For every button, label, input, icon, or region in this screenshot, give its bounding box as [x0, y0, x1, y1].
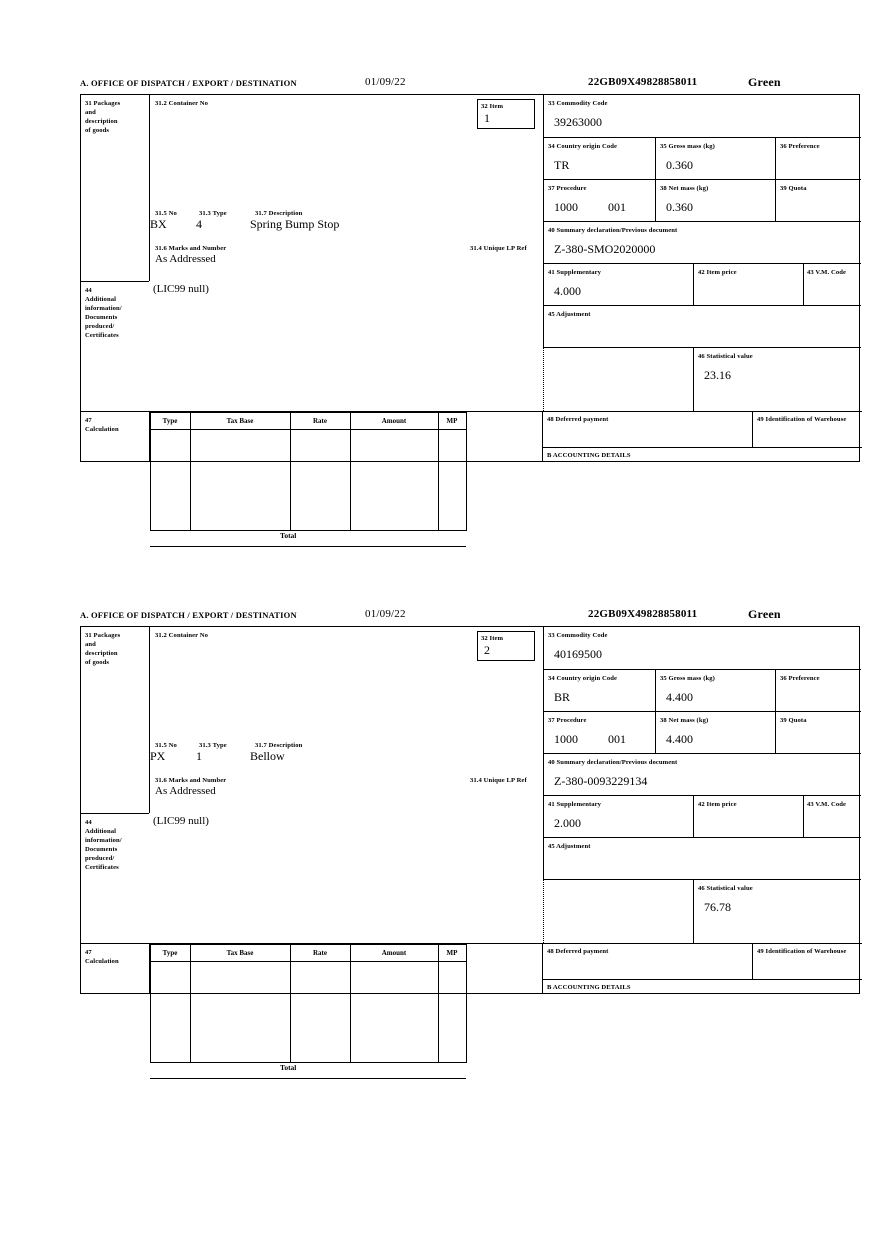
- statistical-value-dotted-divider: [543, 347, 544, 411]
- box-31-2-container-label: 31.2 Container No: [155, 632, 209, 639]
- box-45-label: 45 Adjustment: [548, 843, 591, 850]
- calc-header-mp: MP: [438, 944, 466, 962]
- box-45-adjustment: [543, 837, 861, 879]
- box-45-label: 45 Adjustment: [548, 311, 591, 318]
- statistical-value-dotted-divider: [543, 879, 544, 943]
- calc-body: [150, 412, 467, 531]
- sheet-header: [80, 607, 862, 626]
- procedure-code-2: 001: [608, 732, 626, 746]
- calc-header-tax-base: Tax Base: [190, 944, 290, 962]
- calc-total-label: Total: [280, 1063, 297, 1072]
- calc-col-sep-1: [190, 412, 191, 530]
- box-38-net-mass: [655, 711, 775, 753]
- box-46-statistical-value: [693, 347, 861, 411]
- calc-col-sep-0: [150, 412, 151, 530]
- calculation-table: [150, 944, 542, 1078]
- previous-document-value: Z-380-SMO2020000: [554, 242, 656, 256]
- declaration-sheet-1: [80, 75, 862, 540]
- box-37-label: 37 Procedure: [548, 717, 587, 724]
- box-31-packages-label: 31 Packages and description of goods: [85, 632, 121, 666]
- calc-header-rate: Rate: [290, 412, 350, 430]
- net-mass-value: 0.360: [666, 200, 693, 214]
- calculation-table: [150, 412, 542, 546]
- goods-description-value: Bellow: [250, 749, 285, 763]
- calc-header-rate: Rate: [290, 944, 350, 962]
- calc-header-amount: Amount: [350, 944, 438, 962]
- additional-information-value: (LIC99 null): [153, 815, 209, 827]
- box-34-country-origin: [543, 669, 655, 711]
- box-41-supplementary: [543, 795, 693, 837]
- calculation-section: [149, 943, 862, 1072]
- box-44-additional-information-label: 44 Additional information/ Documents produced/ Certificates: [81, 281, 149, 411]
- calc-col-sep-4: [438, 944, 439, 1062]
- declaration-form: [80, 626, 860, 1072]
- calc-header-tax-base: Tax Base: [190, 412, 290, 430]
- item-number-value: 1: [484, 111, 490, 125]
- calc-col-sep-1: [190, 944, 191, 1062]
- box-48-deferred-payment: [542, 412, 752, 448]
- calc-header-mp: MP: [438, 412, 466, 430]
- procedure-code-1: 1000: [554, 732, 578, 746]
- box-31-4-unique-lp-ref-label: 31.4 Unique LP Ref: [470, 245, 527, 252]
- box-48-label: 48 Deferred payment: [547, 416, 609, 423]
- calc-col-sep-2: [290, 944, 291, 1062]
- gross-mass-value: 4.400: [666, 690, 693, 704]
- packages-count-value: 4: [196, 217, 202, 231]
- box-43-label: 43 V.M. Code: [807, 801, 847, 808]
- box-49-warehouse-identification: [752, 412, 862, 448]
- calc-col-sep-3: [350, 944, 351, 1062]
- box-38-net-mass: [655, 179, 775, 221]
- box-46-statistical-value: [693, 879, 861, 943]
- box-42-label: 42 Item price: [698, 801, 737, 808]
- declaration-date: 01/09/22: [365, 608, 406, 620]
- box-31-3-type-label: 31.3 Type: [199, 210, 227, 217]
- box-39-quota: [775, 711, 861, 753]
- declaration-date: 01/09/22: [365, 76, 406, 88]
- procedure-code-1: 1000: [554, 200, 578, 214]
- box-35-gross-mass: [655, 137, 775, 179]
- calc-col-sep-5: [466, 944, 467, 1062]
- box-32-label: 32 Item: [481, 635, 504, 642]
- box-36-preference: [775, 669, 861, 711]
- calc-header-amount: Amount: [350, 412, 438, 430]
- box-b-accounting-details: [542, 980, 862, 994]
- calc-col-sep-4: [438, 412, 439, 530]
- country-origin-value: BR: [554, 690, 571, 704]
- office-of-dispatch-label: A. OFFICE OF DISPATCH / EXPORT / DESTINATION: [80, 78, 297, 88]
- calc-total-line: [150, 546, 466, 547]
- movement-reference-number: 22GB09X49828858011: [588, 76, 698, 88]
- calc-total-line: [150, 1078, 466, 1079]
- box-45-adjustment: [543, 305, 861, 347]
- net-mass-value: 4.400: [666, 732, 693, 746]
- box-47-calculation-label: 47 Calculation: [81, 943, 149, 993]
- box-34-label: 34 Country origin Code: [548, 143, 618, 150]
- movement-reference-number: 22GB09X49828858011: [588, 608, 698, 620]
- box-39-label: 39 Quota: [780, 185, 807, 192]
- packages-count-value: 1: [196, 749, 202, 763]
- box-32-item-number: [477, 631, 535, 661]
- marks-and-number-value: As Addressed: [155, 785, 216, 797]
- box-36-label: 36 Preference: [780, 675, 820, 682]
- box-49-warehouse-identification: [752, 944, 862, 980]
- box-33-label: 33 Commodity Code: [548, 632, 608, 639]
- goods-description-value: Spring Bump Stop: [250, 217, 340, 231]
- box-b-accounting-details: [542, 448, 862, 462]
- box-31-3-type-label: 31.3 Type: [199, 742, 227, 749]
- box-32-item-number: [477, 99, 535, 129]
- supplementary-value: 4.000: [554, 284, 581, 298]
- box-33-commodity-code: [543, 95, 861, 137]
- declaration-form: [80, 94, 860, 540]
- box-b-label: B ACCOUNTING DETAILS: [547, 452, 631, 459]
- supplementary-value: 2.000: [554, 816, 581, 830]
- box-33-commodity-code: [543, 627, 861, 669]
- box-37-procedure: [543, 711, 655, 753]
- box-35-gross-mass: [655, 669, 775, 711]
- packages-type-value: PX: [150, 749, 166, 763]
- calc-col-sep-5: [466, 412, 467, 530]
- box-42-item-price: [693, 263, 803, 305]
- declaration-sheet-2: [80, 607, 862, 1072]
- box-44-additional-information-label: 44 Additional information/ Documents produced/ Certificates: [81, 813, 149, 943]
- box-34-label: 34 Country origin Code: [548, 675, 618, 682]
- box-31-5-no-label: 31.5 No: [155, 742, 177, 749]
- route-lane: Green: [748, 607, 781, 621]
- box-31-7-description-label: 31.7 Description: [255, 210, 303, 217]
- office-of-dispatch-label: A. OFFICE OF DISPATCH / EXPORT / DESTINATION: [80, 610, 297, 620]
- commodity-code-value: 40169500: [554, 647, 602, 661]
- gross-mass-value: 0.360: [666, 158, 693, 172]
- calc-total-label: Total: [280, 531, 297, 540]
- box-49-label: 49 Identification of Warehouse: [757, 948, 847, 955]
- box-37-procedure: [543, 179, 655, 221]
- statistical-value-value: 23.16: [704, 368, 731, 382]
- box-46-label: 46 Statistical value: [698, 885, 753, 892]
- calc-col-sep-3: [350, 412, 351, 530]
- box-48-deferred-payment: [542, 944, 752, 980]
- box-40-label: 40 Summary declaration/Previous document: [548, 227, 678, 234]
- box-43-vm-code: [803, 795, 861, 837]
- calc-header-type: Type: [150, 412, 190, 430]
- box-39-quota: [775, 179, 861, 221]
- box-31-5-no-label: 31.5 No: [155, 210, 177, 217]
- calc-col-sep-0: [150, 944, 151, 1062]
- calc-col-sep-2: [290, 412, 291, 530]
- box-43-label: 43 V.M. Code: [807, 269, 847, 276]
- calc-header-type: Type: [150, 944, 190, 962]
- box-31-7-description-label: 31.7 Description: [255, 742, 303, 749]
- calculation-section: [149, 411, 862, 540]
- box-35-label: 35 Gross mass (kg): [660, 675, 715, 682]
- box-41-label: 41 Supplementary: [548, 269, 602, 276]
- statistical-value-value: 76.78: [704, 900, 731, 914]
- box-38-label: 38 Net mass (kg): [660, 717, 709, 724]
- country-origin-value: TR: [554, 158, 570, 172]
- box-35-label: 35 Gross mass (kg): [660, 143, 715, 150]
- box-31-4-unique-lp-ref-label: 31.4 Unique LP Ref: [470, 777, 527, 784]
- additional-information-value: (LIC99 null): [153, 283, 209, 295]
- box-b-label: B ACCOUNTING DETAILS: [547, 984, 631, 991]
- box-42-item-price: [693, 795, 803, 837]
- box-38-label: 38 Net mass (kg): [660, 185, 709, 192]
- commodity-code-value: 39263000: [554, 115, 602, 129]
- procedure-code-2: 001: [608, 200, 626, 214]
- box-49-label: 49 Identification of Warehouse: [757, 416, 847, 423]
- box-31-packages-label: 31 Packages and description of goods: [85, 100, 121, 134]
- box-41-label: 41 Supplementary: [548, 801, 602, 808]
- box-40-previous-document: [543, 221, 861, 263]
- box-41-supplementary: [543, 263, 693, 305]
- box-32-label: 32 Item: [481, 103, 504, 110]
- box-36-label: 36 Preference: [780, 143, 820, 150]
- box-47-calculation-label: 47 Calculation: [81, 411, 149, 461]
- packages-type-value: BX: [150, 217, 167, 231]
- box-40-label: 40 Summary declaration/Previous document: [548, 759, 678, 766]
- marks-and-number-value: As Addressed: [155, 253, 216, 265]
- box-34-country-origin: [543, 137, 655, 179]
- box-40-previous-document: [543, 753, 861, 795]
- box-39-label: 39 Quota: [780, 717, 807, 724]
- previous-document-value: Z-380-0093229134: [554, 774, 648, 788]
- box-31-2-container-label: 31.2 Container No: [155, 100, 209, 107]
- box-37-label: 37 Procedure: [548, 185, 587, 192]
- box-31-6-marks-label: 31.6 Marks and Number: [155, 777, 227, 784]
- box-48-label: 48 Deferred payment: [547, 948, 609, 955]
- route-lane: Green: [748, 75, 781, 89]
- sheet-header: [80, 75, 862, 94]
- box-46-label: 46 Statistical value: [698, 353, 753, 360]
- box-36-preference: [775, 137, 861, 179]
- box-31-6-marks-label: 31.6 Marks and Number: [155, 245, 227, 252]
- box-43-vm-code: [803, 263, 861, 305]
- box-33-label: 33 Commodity Code: [548, 100, 608, 107]
- calc-body: [150, 944, 467, 1063]
- box-42-label: 42 Item price: [698, 269, 737, 276]
- item-number-value: 2: [484, 643, 490, 657]
